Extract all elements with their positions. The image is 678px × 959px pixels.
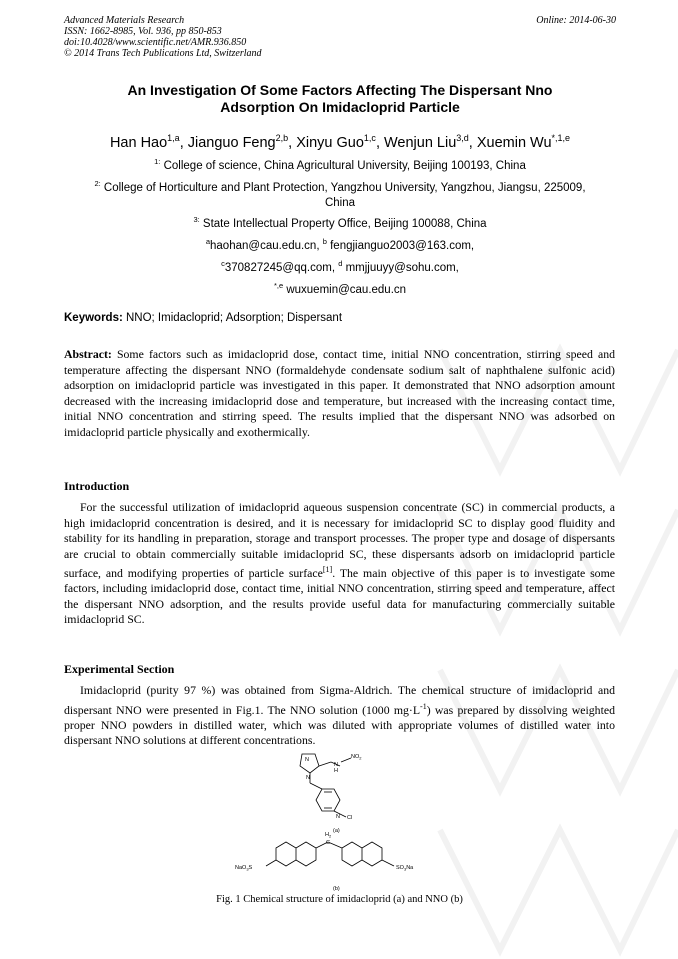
author-sep: , xyxy=(179,134,188,151)
label-b: (b) xyxy=(333,886,340,892)
author-sep: , xyxy=(288,134,297,151)
introduction-paragraph xyxy=(64,500,615,628)
experimental-paragraph xyxy=(64,683,615,749)
email-sup: b xyxy=(322,237,327,246)
author-affil-sup: 2,b xyxy=(275,133,289,143)
doi-line: doi:10.4028/www.scientific.net/AMR.936.850 xyxy=(64,37,247,48)
author-affil-sup: 1,a xyxy=(167,133,180,143)
affiliation-1 xyxy=(64,154,616,174)
author-name: Xinyu Guo xyxy=(296,134,364,151)
nh-label: N xyxy=(334,762,338,768)
email-line-1 xyxy=(64,234,616,254)
no2-label: $NO_2$ xyxy=(351,754,362,761)
author-name: Wenjun Liu xyxy=(384,134,457,151)
section-heading-experimental: Experimental Section xyxy=(64,662,175,676)
chemical-structure-figure xyxy=(230,752,450,894)
affil-sup: 1: xyxy=(154,157,161,166)
paper-title xyxy=(64,82,616,116)
author-affil-sup: *,1,e xyxy=(551,133,571,143)
section-heading-introduction: Introduction xyxy=(64,479,130,493)
exp-text-cont: ) was prepared by dissolving weighted proper NNO powders in distilled water, which was diluted with appropriate volumes of distilled water into dispersant NNO solutions at different concentrations. xyxy=(64,702,615,748)
email-sup: c xyxy=(221,259,225,268)
affil-sup: 3: xyxy=(193,215,200,224)
email-sup: *,e xyxy=(273,281,284,290)
author-name: Han Hao xyxy=(109,134,168,151)
exp-text: Imidacloprid (purity 97 %) was obtained from Sigma-Aldrich. The chemical structure of imidacloprid and dispersant NNO were presented in Fig.1. The NNO solution (1000 mg·L xyxy=(64,683,615,717)
abstract xyxy=(64,347,615,440)
keywords xyxy=(64,312,342,324)
email-sup: a xyxy=(205,237,211,246)
abstract-label: Abstract: xyxy=(64,347,112,361)
nh-h-label: H xyxy=(334,768,338,774)
keywords-label: Keywords: xyxy=(64,312,123,324)
email-sup: d xyxy=(338,259,343,268)
email-text: fengjianguo2003@163.com, xyxy=(326,239,475,252)
intro-text-cont: . The main objective of this paper is to investigate some factors, including imidacloprid dose, contact time, initial NNO concentration, stirring speed and temperature, affect the dispersant NNO adsorption, and the results provide useful data for manufacturing commercially suitable imidacloprid SC. xyxy=(64,565,615,627)
affil-sup: 2: xyxy=(94,179,101,188)
ring-n-label-2: N xyxy=(306,775,310,781)
affil-text: College of science, China Agricultural University, Beijing 100193, China xyxy=(160,159,526,172)
citation-ref: [1] xyxy=(322,565,333,574)
author-name: Xuemin Wu xyxy=(476,134,552,151)
title-line-2: Adsorption On Imidacloprid Particle xyxy=(220,99,460,115)
keywords-text: NNO; Imidacloprid; Adsorption; Dispersant xyxy=(122,312,343,324)
email-text: wuxuemin@cau.edu.cn xyxy=(283,283,407,296)
email-line-2 xyxy=(64,256,616,276)
affil-text-cont: China xyxy=(324,196,356,209)
email-text: mmjjuuyy@sohu.com, xyxy=(342,261,459,274)
c-label: C xyxy=(326,840,330,846)
online-date: Online: 2014-06-30 xyxy=(536,15,616,26)
abstract-text: Some factors such as imidacloprid dose, contact time, initial NNO concentration, stirring speed and temperature affecting the dispersant NNO (formaldehyde condensate sodium salt of naphthalene sulfonic acid) adsorption on imidacloprid particle was investigated in this paper. It demonstrated that NNO adsorption amount decreased with the increasing imidacloprid dose and temperature, but increased with the increasing contact time, initial NNO concentration and stirring speed. The results implied that the dispersant NNO was adsorbed on imidacloprid particle physically and exothermically. xyxy=(64,347,615,439)
issn-line: ISSN: 1662-8985, Vol. 936, pp 850-853 xyxy=(64,26,222,37)
author-list xyxy=(64,128,616,153)
author-sep: , xyxy=(468,134,477,151)
email-text: haohan@cau.edu.cn, xyxy=(210,239,323,252)
pyridine-n-label: N xyxy=(336,814,340,820)
affil-text: State Intellectual Property Office, Beijing 100088, China xyxy=(199,217,487,230)
figure-caption: Fig. 1 Chemical structure of imidacloprid (a) and NNO (b) xyxy=(216,894,463,905)
unit-sup: -1 xyxy=(420,701,427,711)
intro-text: For the successful utilization of imidacloprid aqueous suspension concentrate (SC) in commercial products, a high imidacloprid concentration is desired, and it is necessary for imidacloprid SC to display good fluidity and stability for its handling in preparation, storage and transport processes. The proper type and dosage of dispersants are crucial to obtain commercially suitable imidacloprid SC, these dispersants adsorb on imidacloprid particle surface, and modifying properties of particle surface xyxy=(64,500,615,580)
journal-header xyxy=(64,15,262,59)
ring-n-label: N xyxy=(305,757,309,763)
copyright-line: © 2014 Trans Tech Publications Ltd, Switzerland xyxy=(64,48,262,59)
title-line-1: An Investigation Of Some Factors Affecting The Dispersant Nno xyxy=(127,82,553,98)
so3na-label: $SO_3Na$ xyxy=(396,865,414,872)
affil-text: College of Horticulture and Plant Protection, Yangzhou University, Yangzhou, Jiangsu, 225009, xyxy=(100,181,586,194)
affiliation-2 xyxy=(64,176,616,211)
email-text: 370827245@qq.com, xyxy=(224,261,339,274)
author-affil-sup: 1,c xyxy=(363,133,376,143)
naso3-label: NaO$_3$S xyxy=(235,865,253,872)
label-a: (a) xyxy=(333,828,340,834)
author-affil-sup: 3,d xyxy=(456,133,469,143)
journal-name: Advanced Materials Research xyxy=(64,15,185,26)
h2-label: $H_2$ xyxy=(325,832,332,839)
email-line-3 xyxy=(64,278,616,298)
cl-label: Cl xyxy=(347,815,353,821)
author-name: Jianguo Feng xyxy=(187,134,276,151)
affiliation-3 xyxy=(64,212,616,232)
author-sep: , xyxy=(375,134,384,151)
